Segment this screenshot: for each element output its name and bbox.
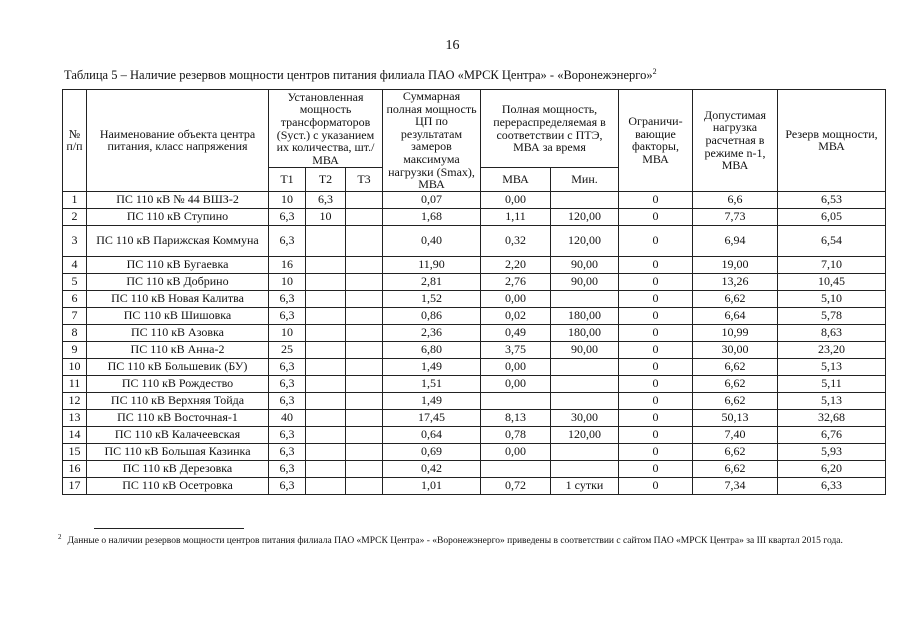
cell-reserve: 7,10 [778,256,886,273]
footnote [58,532,858,548]
table-row [63,225,886,256]
cell-mva: 0,72 [481,477,551,494]
cell-t1: 25 [269,341,306,358]
cell-t1: 6,3 [269,426,306,443]
table-caption [64,68,657,83]
cell-min [551,290,619,307]
cell-limiting: 0 [619,358,693,375]
cell-name: ПС 110 кВ Дерезовка [87,460,269,477]
page-number: 16 [445,38,460,53]
cell-min: 180,00 [551,324,619,341]
cell-name: ПС 110 кВ Верхняя Тойда [87,392,269,409]
cell-t1: 6,3 [269,225,306,256]
cell-reserve: 23,20 [778,341,886,358]
cell-allowable: 50,13 [693,409,778,426]
cell-reserve: 5,10 [778,290,886,307]
table-row [63,208,886,225]
cell-reserve: 5,13 [778,392,886,409]
table-body [63,191,886,494]
cell-smax: 1,68 [383,208,481,225]
table-row [63,409,886,426]
cell-t3 [346,191,383,208]
cell-allowable: 30,00 [693,341,778,358]
header-smax: Суммарная полная мощность ЦП по результатам замеров максимума нагрузки (Smax), МВА [383,90,481,192]
cell-number: 12 [63,392,87,409]
cell-number: 7 [63,307,87,324]
cell-reserve: 6,54 [778,225,886,256]
cell-min: 90,00 [551,341,619,358]
cell-t1: 6,3 [269,443,306,460]
cell-mva: 0,00 [481,443,551,460]
cell-t2 [306,307,346,324]
cell-allowable: 19,00 [693,256,778,273]
cell-reserve: 5,13 [778,358,886,375]
cell-reserve: 8,63 [778,324,886,341]
cell-reserve: 6,53 [778,191,886,208]
cell-t1: 6,3 [269,375,306,392]
cell-smax: 1,51 [383,375,481,392]
cell-reserve: 6,76 [778,426,886,443]
cell-allowable: 6,94 [693,225,778,256]
cell-limiting: 0 [619,273,693,290]
cell-mva: 2,20 [481,256,551,273]
table-row [63,191,886,208]
cell-allowable: 6,62 [693,392,778,409]
cell-allowable: 7,40 [693,426,778,443]
cell-allowable: 6,64 [693,307,778,324]
cell-allowable: 7,34 [693,477,778,494]
cell-mva: 8,13 [481,409,551,426]
cell-limiting: 0 [619,307,693,324]
cell-number: 10 [63,358,87,375]
cell-limiting: 0 [619,290,693,307]
cell-allowable: 10,99 [693,324,778,341]
cell-name: ПС 110 кВ Калачеевская [87,426,269,443]
cell-allowable: 7,73 [693,208,778,225]
cell-name: ПС 110 кВ Добрино [87,273,269,290]
cell-mva: 0,00 [481,290,551,307]
cell-mva: 0,00 [481,358,551,375]
cell-limiting: 0 [619,208,693,225]
cell-mva: 3,75 [481,341,551,358]
cell-t1: 6,3 [269,392,306,409]
footnote-mark: 2 [58,532,62,541]
cell-name: ПС 110 кВ Осетровка [87,477,269,494]
cell-t3 [346,324,383,341]
cell-smax: 0,64 [383,426,481,443]
footnote-text: Данные о наличии резервов мощности центров питания филиала ПАО «МРСК Центра» - «Воронежэнерго» приведены в соответствии с сайтом ПАО «МРСК Центра» за III квартал 2015 года. [67,536,843,546]
cell-t2 [306,225,346,256]
header-reserve: Резерв мощности, МВА [778,90,886,192]
cell-min [551,358,619,375]
cell-limiting: 0 [619,409,693,426]
cell-limiting: 0 [619,443,693,460]
cell-name: ПС 110 кВ Восточная-1 [87,409,269,426]
cell-min: 120,00 [551,225,619,256]
cell-limiting: 0 [619,426,693,443]
cell-mva: 1,11 [481,208,551,225]
header-installed-power: Установленная мощность трансформаторов (Sуст.) с указанием их количества, шт./МВА [269,90,383,168]
cell-t3 [346,307,383,324]
cell-t2 [306,409,346,426]
cell-mva: 2,76 [481,273,551,290]
cell-reserve: 6,05 [778,208,886,225]
cell-t3 [346,290,383,307]
cell-mva: 0,78 [481,426,551,443]
cell-name: ПС 110 кВ Шишовка [87,307,269,324]
cell-mva: 0,00 [481,191,551,208]
cell-name: ПС 110 кВ № 44 ВШЗ-2 [87,191,269,208]
header-min: Мин. [551,168,619,192]
cell-min: 1 сутки [551,477,619,494]
cell-number: 1 [63,191,87,208]
cell-smax: 17,45 [383,409,481,426]
table-row [63,460,886,477]
cell-t2 [306,443,346,460]
cell-t1: 6,3 [269,307,306,324]
cell-limiting: 0 [619,341,693,358]
cell-t1: 6,3 [269,208,306,225]
table-row [63,290,886,307]
footnote-divider [94,528,244,529]
cell-t2 [306,392,346,409]
cell-allowable: 13,26 [693,273,778,290]
cell-mva: 0,00 [481,375,551,392]
cell-t2 [306,273,346,290]
caption-text: Таблица 5 – Наличие резервов мощности центров питания филиала ПАО «МРСК Центра» - «Воронежэнерго» [64,68,653,82]
header-redistributed: Полная мощность, перераспределяемая в соответствии с ПТЭ, МВА за время [481,90,619,168]
cell-t1: 10 [269,324,306,341]
header-limiting-factors: Ограничи-вающие факторы, МВА [619,90,693,192]
cell-limiting: 0 [619,256,693,273]
table-row [63,443,886,460]
cell-number: 2 [63,208,87,225]
cell-t2 [306,358,346,375]
cell-limiting: 0 [619,375,693,392]
header-name: Наименование объекта центра питания, класс напряжения [87,90,269,192]
cell-name: ПС 110 кВ Бугаевка [87,256,269,273]
cell-smax: 0,42 [383,460,481,477]
cell-number: 11 [63,375,87,392]
cell-t1: 10 [269,273,306,290]
header-t2: Т2 [306,168,346,192]
cell-allowable: 6,62 [693,460,778,477]
cell-t1: 6,3 [269,477,306,494]
cell-t1: 6,3 [269,290,306,307]
cell-t2 [306,477,346,494]
cell-t3 [346,256,383,273]
header-t1: Т1 [269,168,306,192]
table-row [63,273,886,290]
cell-name: ПС 110 кВ Парижская Коммуна [87,225,269,256]
cell-limiting: 0 [619,460,693,477]
cell-name: ПС 110 кВ Большевик (БУ) [87,358,269,375]
cell-smax: 11,90 [383,256,481,273]
cell-allowable: 6,6 [693,191,778,208]
cell-reserve: 5,11 [778,375,886,392]
cell-t3 [346,225,383,256]
cell-t2: 10 [306,208,346,225]
cell-smax: 0,69 [383,443,481,460]
table-row [63,477,886,494]
header-number: № п/п [63,90,87,192]
cell-reserve: 6,33 [778,477,886,494]
cell-min: 90,00 [551,273,619,290]
cell-t3 [346,392,383,409]
table-row [63,426,886,443]
cell-t2 [306,256,346,273]
cell-name: ПС 110 кВ Рождество [87,375,269,392]
cell-t3 [346,273,383,290]
cell-t3 [346,341,383,358]
cell-mva: 0,02 [481,307,551,324]
cell-number: 3 [63,225,87,256]
table-row [63,358,886,375]
power-reserve-table [62,89,886,495]
cell-allowable: 6,62 [693,443,778,460]
cell-name: ПС 110 кВ Новая Калитва [87,290,269,307]
cell-min [551,443,619,460]
cell-smax: 0,86 [383,307,481,324]
cell-t3 [346,460,383,477]
cell-smax: 1,52 [383,290,481,307]
cell-reserve: 32,68 [778,409,886,426]
table-row [63,307,886,324]
header-t3: Т3 [346,168,383,192]
table-row [63,324,886,341]
cell-t3 [346,443,383,460]
cell-min: 30,00 [551,409,619,426]
cell-smax: 6,80 [383,341,481,358]
cell-min: 120,00 [551,426,619,443]
cell-t2 [306,324,346,341]
cell-reserve: 6,20 [778,460,886,477]
cell-reserve: 5,93 [778,443,886,460]
cell-t1: 6,3 [269,358,306,375]
cell-number: 6 [63,290,87,307]
cell-smax: 2,36 [383,324,481,341]
cell-t3 [346,375,383,392]
cell-limiting: 0 [619,392,693,409]
cell-smax: 0,07 [383,191,481,208]
cell-number: 5 [63,273,87,290]
cell-number: 17 [63,477,87,494]
cell-name: ПС 110 кВ Азовка [87,324,269,341]
cell-min [551,392,619,409]
cell-smax: 0,40 [383,225,481,256]
cell-min: 90,00 [551,256,619,273]
cell-allowable: 6,62 [693,375,778,392]
cell-min [551,460,619,477]
header-allowable-load: Допустимая нагрузка расчетная в режиме n-1, МВА [693,90,778,192]
cell-t3 [346,409,383,426]
table-row [63,256,886,273]
cell-t2 [306,290,346,307]
cell-name: ПС 110 кВ Большая Казинка [87,443,269,460]
cell-number: 8 [63,324,87,341]
cell-allowable: 6,62 [693,358,778,375]
caption-footnote-ref: 2 [652,66,657,76]
cell-number: 14 [63,426,87,443]
cell-limiting: 0 [619,225,693,256]
table-row [63,341,886,358]
cell-min: 180,00 [551,307,619,324]
cell-number: 4 [63,256,87,273]
cell-allowable: 6,62 [693,290,778,307]
cell-reserve: 10,45 [778,273,886,290]
cell-t2 [306,375,346,392]
cell-mva: 0,32 [481,225,551,256]
cell-number: 15 [63,443,87,460]
cell-number: 13 [63,409,87,426]
cell-name: ПС 110 кВ Ступино [87,208,269,225]
cell-t1: 6,3 [269,460,306,477]
cell-limiting: 0 [619,477,693,494]
cell-min [551,375,619,392]
cell-t2: 6,3 [306,191,346,208]
cell-smax: 1,49 [383,358,481,375]
cell-t2 [306,341,346,358]
cell-t2 [306,426,346,443]
cell-smax: 1,01 [383,477,481,494]
table-row [63,392,886,409]
cell-mva [481,460,551,477]
cell-t2 [306,460,346,477]
cell-t1: 16 [269,256,306,273]
cell-t1: 40 [269,409,306,426]
cell-t3 [346,426,383,443]
cell-min: 120,00 [551,208,619,225]
cell-number: 9 [63,341,87,358]
cell-number: 16 [63,460,87,477]
cell-t3 [346,208,383,225]
cell-smax: 1,49 [383,392,481,409]
cell-mva [481,392,551,409]
cell-smax: 2,81 [383,273,481,290]
cell-limiting: 0 [619,324,693,341]
cell-name: ПС 110 кВ Анна-2 [87,341,269,358]
cell-t3 [346,358,383,375]
header-mva: МВА [481,168,551,192]
cell-reserve: 5,78 [778,307,886,324]
cell-mva: 0,49 [481,324,551,341]
cell-t1: 10 [269,191,306,208]
cell-limiting: 0 [619,191,693,208]
cell-t3 [346,477,383,494]
cell-min [551,191,619,208]
table-row [63,375,886,392]
